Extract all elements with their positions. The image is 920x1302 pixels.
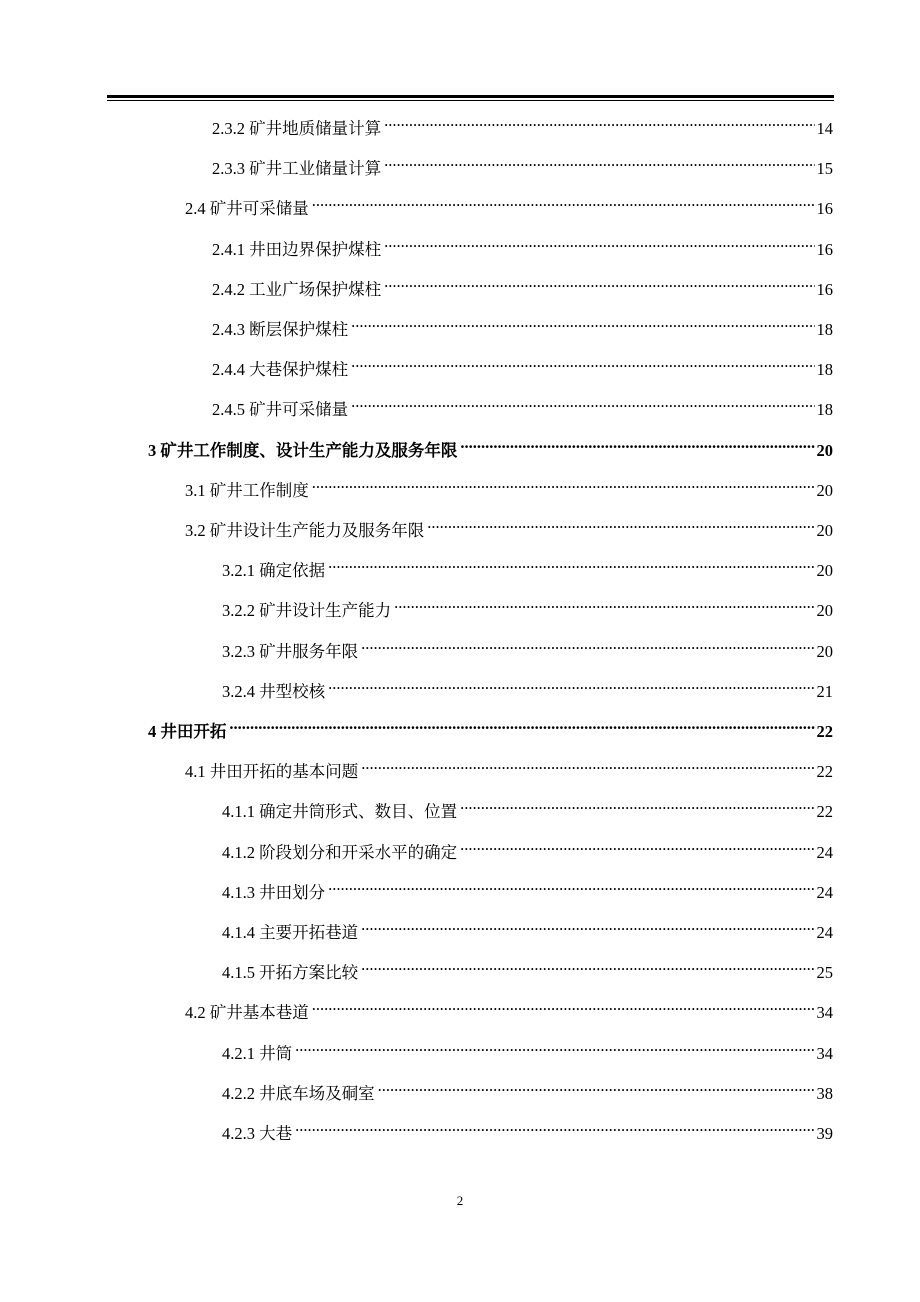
- toc-dot-leader: [328, 550, 814, 576]
- toc-dot-leader: [351, 389, 814, 415]
- toc-dot-leader: [384, 148, 814, 174]
- toc-entry-title: 4.2.3 大巷: [222, 1124, 293, 1143]
- toc-entry-page: 38: [816, 1084, 833, 1103]
- toc-entry[interactable]: [185, 751, 833, 781]
- toc-entry[interactable]: [212, 148, 833, 178]
- toc-dot-leader: [229, 711, 814, 737]
- toc-entry[interactable]: [185, 470, 833, 500]
- toc-entry[interactable]: [222, 671, 833, 701]
- toc-entry[interactable]: [222, 791, 833, 821]
- toc-entry-title: 2.4.2 工业广场保护煤柱: [212, 280, 382, 299]
- toc-entry-page: 18: [816, 400, 833, 419]
- toc-entry[interactable]: [222, 550, 833, 580]
- toc-entry-page: 20: [816, 642, 833, 661]
- toc-entry[interactable]: [222, 872, 833, 902]
- toc-dot-leader: [312, 992, 815, 1018]
- toc-entry[interactable]: [185, 992, 833, 1022]
- header-rule-thick: [107, 95, 834, 98]
- toc-entry[interactable]: [212, 229, 833, 259]
- toc-entry-title: 2.4.1 井田边界保护煤柱: [212, 240, 382, 259]
- toc-entry-title: 4.1.4 主要开拓巷道: [222, 923, 359, 942]
- toc-entry-page: 22: [816, 762, 833, 781]
- toc-entry[interactable]: [185, 510, 833, 540]
- toc-entry-page: 21: [816, 682, 833, 701]
- toc-dot-leader: [460, 832, 814, 858]
- toc-dot-leader: [460, 430, 814, 456]
- toc-dot-leader: [351, 349, 814, 375]
- toc-entry-title: 4 井田开拓: [148, 722, 227, 741]
- toc-entry-page: 20: [816, 521, 833, 540]
- toc-entry[interactable]: [212, 349, 833, 379]
- toc-dot-leader: [384, 229, 814, 255]
- toc-entry[interactable]: [222, 832, 833, 862]
- toc-entry-page: 14: [816, 119, 833, 138]
- toc-entry-title: 4.2.1 井筒: [222, 1044, 293, 1063]
- toc-entry-page: 34: [816, 1003, 833, 1022]
- toc-entry[interactable]: [222, 952, 833, 982]
- toc-entry-page: 22: [816, 722, 833, 741]
- toc-dot-leader: [394, 590, 814, 616]
- toc-dot-leader: [460, 791, 814, 817]
- toc-entry[interactable]: [212, 389, 833, 419]
- toc-entry-title: 3.2.2 矿井设计生产能力: [222, 601, 392, 620]
- toc-entry-title: 3.1 矿井工作制度: [185, 481, 309, 500]
- toc-entry-page: 18: [816, 360, 833, 379]
- toc-entry-title: 2.3.3 矿井工业储量计算: [212, 159, 382, 178]
- toc-entry-title: 4.1.5 开拓方案比较: [222, 963, 359, 982]
- toc-entry-page: 39: [816, 1124, 833, 1143]
- toc-entry-page: 20: [816, 561, 833, 580]
- toc-entry-title: 3.2.1 确定依据: [222, 561, 326, 580]
- toc-dot-leader: [361, 631, 814, 657]
- header-rule-thin: [107, 100, 834, 101]
- toc-entry-page: 24: [816, 843, 833, 862]
- toc-dot-leader: [384, 269, 814, 295]
- toc-entry-title: 4.1.3 井田划分: [222, 883, 326, 902]
- toc-entry-title: 3.2.4 井型校核: [222, 682, 326, 701]
- toc-entry[interactable]: [222, 1033, 833, 1063]
- toc-entry-page: 16: [816, 199, 833, 218]
- toc-entry-title: 4.2 矿井基本巷道: [185, 1003, 309, 1022]
- toc-dot-leader: [328, 671, 814, 697]
- toc-entry[interactable]: [212, 309, 833, 339]
- toc-dot-leader: [351, 309, 814, 335]
- toc-dot-leader: [361, 952, 814, 978]
- toc-entry-page: 24: [816, 883, 833, 902]
- toc-entry-page: 20: [816, 601, 833, 620]
- toc-entry-title: 3 矿井工作制度、设计生产能力及服务年限: [148, 441, 458, 460]
- toc-entry-page: 22: [816, 802, 833, 821]
- toc-dot-leader: [328, 872, 814, 898]
- toc-entry-title: 2.4.5 矿井可采储量: [212, 400, 349, 419]
- toc-entry-title: 4.1 井田开拓的基本问题: [185, 762, 359, 781]
- toc-entry-page: 34: [816, 1044, 833, 1063]
- toc-entry[interactable]: [222, 1073, 833, 1103]
- toc-entry-title: 3.2.3 矿井服务年限: [222, 642, 359, 661]
- toc-dot-leader: [312, 188, 815, 214]
- toc-entry[interactable]: [212, 108, 833, 138]
- toc-entry-title: 4.1.2 阶段划分和开采水平的确定: [222, 843, 458, 862]
- toc-entry-title: 2.3.2 矿井地质储量计算: [212, 119, 382, 138]
- toc-entry-page: 16: [816, 240, 833, 259]
- toc-dot-leader: [295, 1113, 814, 1139]
- toc-entry-title: 3.2 矿井设计生产能力及服务年限: [185, 521, 425, 540]
- toc-entry-page: 16: [816, 280, 833, 299]
- toc-entry[interactable]: [148, 711, 833, 741]
- toc-dot-leader: [378, 1073, 815, 1099]
- toc-entry-page: 24: [816, 923, 833, 942]
- toc-entry[interactable]: [185, 188, 833, 218]
- page-number: 2: [456, 1193, 464, 1208]
- toc-dot-leader: [361, 912, 814, 938]
- toc-entry[interactable]: [222, 912, 833, 942]
- toc-entry-page: 20: [816, 441, 833, 460]
- toc-entry-page: 15: [816, 159, 833, 178]
- toc-dot-leader: [384, 108, 814, 134]
- toc-dot-leader: [312, 470, 815, 496]
- toc-entry-title: 4.2.2 井底车场及硐室: [222, 1084, 375, 1103]
- toc-entry-page: 25: [816, 963, 833, 982]
- toc-entry-page: 20: [816, 481, 833, 500]
- toc-entry-title: 2.4.4 大巷保护煤柱: [212, 360, 349, 379]
- toc-dot-leader: [295, 1033, 814, 1059]
- toc-entry-title: 2.4.3 断层保护煤柱: [212, 320, 349, 339]
- toc-entry[interactable]: [222, 590, 833, 620]
- toc-entry-title: 4.1.1 确定井筒形式、数目、位置: [222, 802, 458, 821]
- toc-entry[interactable]: [222, 1113, 833, 1143]
- toc-entry[interactable]: [148, 430, 833, 460]
- toc-entry[interactable]: [222, 631, 833, 661]
- toc-entry-page: 18: [816, 320, 833, 339]
- toc-dot-leader: [361, 751, 814, 777]
- toc-dot-leader: [427, 510, 814, 536]
- toc-entry-title: 2.4 矿井可采储量: [185, 199, 309, 218]
- toc-entry[interactable]: [212, 269, 833, 299]
